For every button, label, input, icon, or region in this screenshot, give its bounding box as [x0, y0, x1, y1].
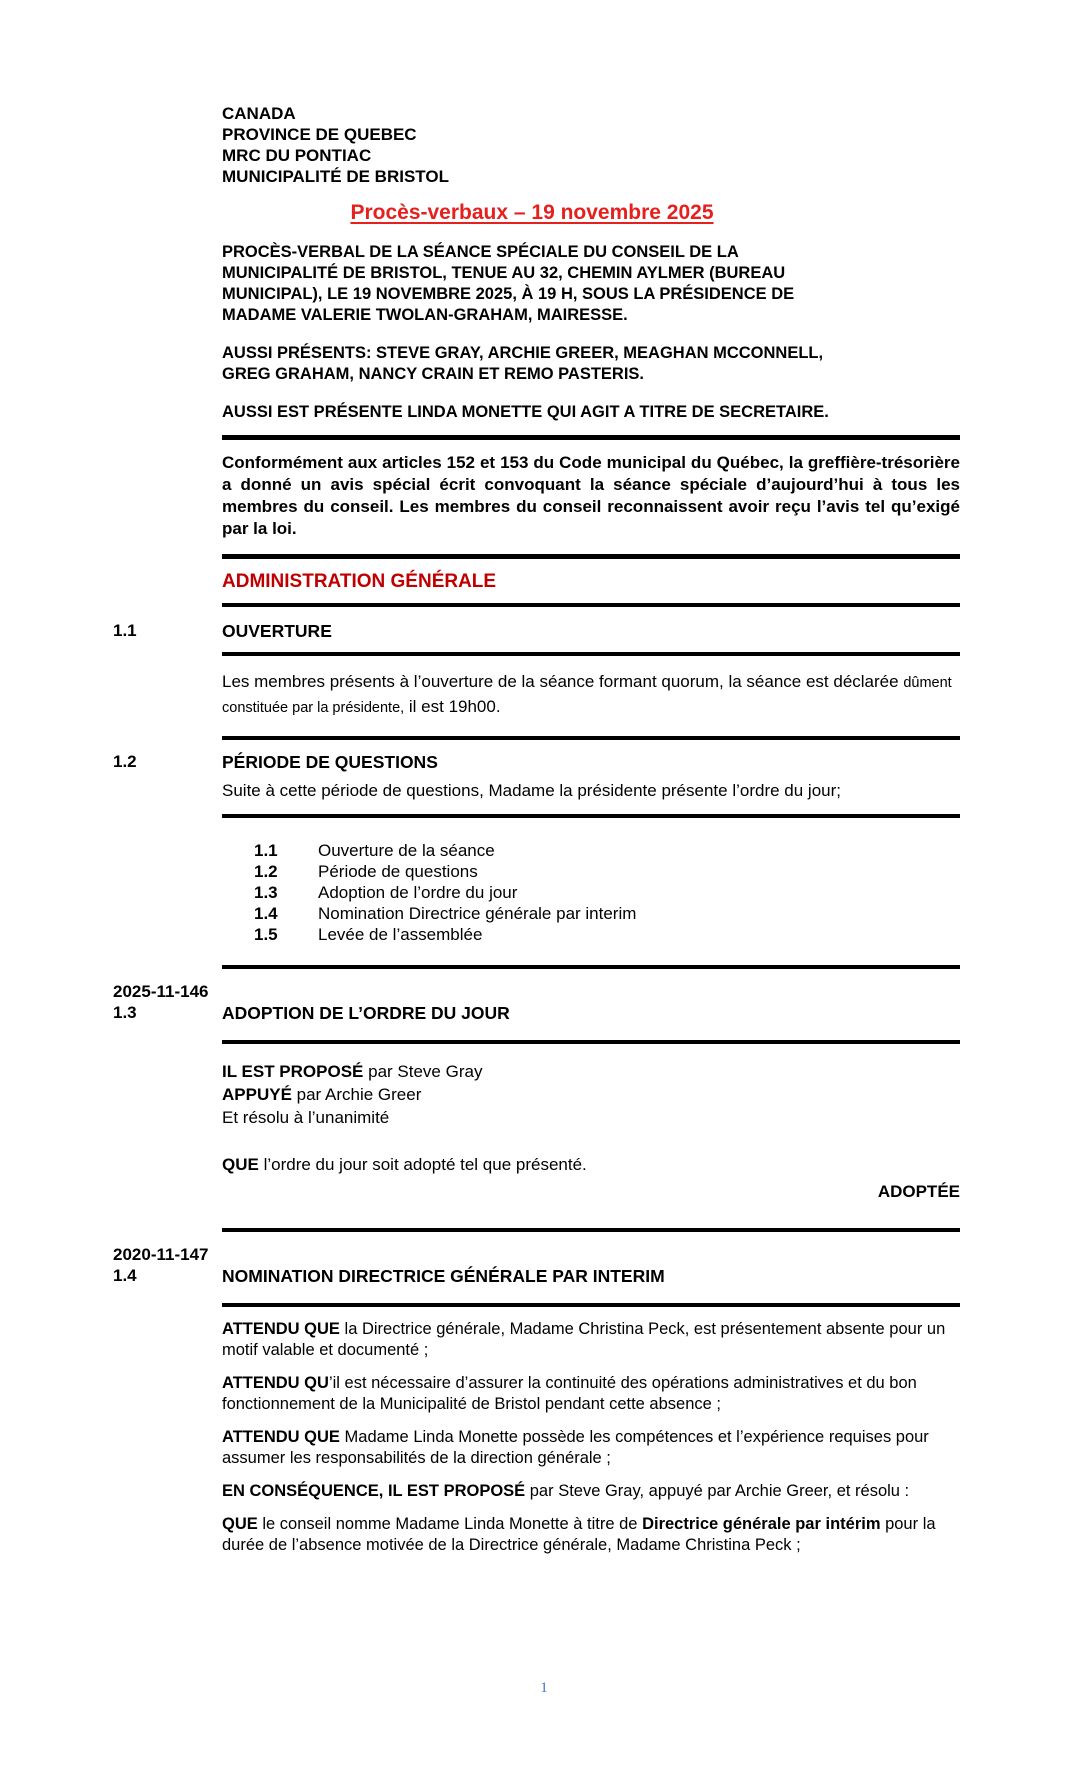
nomination-que-rest: pour la durée de l’absence motivée de la Directrice générale, Madame Christina Peck ;	[222, 1515, 936, 1554]
horizontal-rule	[222, 814, 960, 818]
whereas-rest: Madame Linda Monette possède les compétences et l’expérience requises pour assumer les responsabilités de la direction générale ;	[222, 1428, 929, 1467]
whereas-lead: ATTENDU QUE	[222, 1320, 340, 1338]
motion-que-lead: QUE	[222, 1155, 259, 1174]
motion-seconded-lead: APPUYÉ	[222, 1085, 292, 1104]
nomination-que-mid: le conseil nomme Madame Linda Monette à titre de	[257, 1515, 643, 1533]
agenda-item-number: 1.3	[254, 883, 278, 902]
whereas-rest: ’il est nécessaire d’assurer la continuité des opérations administratives et du bon fonctionnement de la Municipalité de Bristol pendant cette absence ;	[222, 1374, 917, 1413]
section-row-adoption	[113, 1003, 960, 1024]
ouverture-paragraph	[222, 670, 960, 720]
agenda-list	[254, 840, 960, 945]
ouverture-text-middle: dûment constituée par la présidente,	[222, 675, 952, 716]
adopted-label: ADOPTÉE	[877, 1182, 960, 1201]
section-row-nomination	[113, 1266, 960, 1287]
convocation-notice: Conformément aux articles 152 et 153 du Code municipal du Québec, la greffière-trésorière a donné un avis spécial écrit convoquant la séance spéciale d’aujourd’hui à tous les membres du conseil. Les membres du conseil reconnaissent avoir reçu l’avis tel qu’exigé par la loi.	[222, 453, 960, 538]
consequence-rest: par Steve Gray, appuyé par Archie Greer, et résolu :	[525, 1482, 910, 1500]
agenda-item	[254, 924, 960, 945]
section-row-questions	[113, 752, 960, 773]
consequence-paragraph	[222, 1481, 960, 1502]
document-title-wrap	[222, 201, 842, 225]
agenda-item	[254, 861, 960, 882]
intro-paragraph-session: PROCÈS-VERBAL DE LA SÉANCE SPÉCIALE DU CONSEIL DE LA MUNICIPALITÉ DE BRISTOL, TENUE AU 32, CHEMIN AYLMER (BUREAU MUNICIPAL), LE 19 NOVEMBRE 2025, À 19 H, SOUS LA PRÉSIDENCE DE MADAME VALERIE TWOLAN-GRAHAM, MAIRESSE.	[222, 243, 795, 324]
letterhead-line-municipality: MUNICIPALITÉ DE BRISTOL	[222, 167, 449, 186]
motion-lines	[222, 1060, 960, 1129]
consequence-lead: EN CONSÉQUENCE, IL EST PROPOSÉ	[222, 1482, 526, 1500]
agenda-item-label: Levée de l’assemblée	[318, 925, 483, 944]
whereas-lead: ATTENDU QU	[222, 1374, 329, 1392]
section-row-ouverture	[113, 621, 960, 642]
motion-proposed-line	[222, 1060, 960, 1083]
agenda-item	[254, 840, 960, 861]
resolution-number-2020-11-147: 2020-11-147	[113, 1245, 209, 1264]
section-number: 1.1	[113, 621, 137, 640]
ouverture-text-start: Les membres présents à l’ouverture de la séance formant quorum, la séance est déclarée	[222, 672, 904, 691]
intro-paragraph-present: AUSSI PRÉSENTS: STEVE GRAY, ARCHIE GREER, MEAGHAN MCCONNELL, GREG GRAHAM, NANCY CRAIN ET REMO PASTERIS.	[222, 344, 824, 383]
horizontal-rule	[222, 554, 960, 559]
section-heading-administration: ADMINISTRATION GÉNÉRALE	[222, 571, 497, 592]
whereas-rest: la Directrice générale, Madame Christina Peck, est présentement absente pour un motif valable et documenté ;	[222, 1320, 946, 1359]
horizontal-rule	[222, 603, 960, 607]
agenda-item-number: 1.2	[254, 862, 278, 881]
letterhead-line-canada: CANADA	[222, 104, 296, 123]
section-heading-nomination: NOMINATION DIRECTRICE GÉNÉRALE PAR INTERIM	[222, 1266, 665, 1286]
section-heading-questions: PÉRIODE DE QUESTIONS	[222, 752, 438, 772]
agenda-item-number: 1.4	[254, 904, 278, 923]
motion-seconded-line	[222, 1083, 960, 1106]
motion-proposed-lead: IL EST PROPOSÉ	[222, 1062, 364, 1081]
section-heading-ouverture: OUVERTURE	[222, 621, 332, 641]
horizontal-rule	[222, 435, 960, 440]
agenda-item-label: Nomination Directrice générale par interim	[318, 904, 637, 923]
agenda-item-label: Adoption de l’ordre du jour	[318, 883, 518, 902]
whereas-paragraph-2	[222, 1373, 960, 1415]
whereas-lead: ATTENDU QUE	[222, 1428, 340, 1446]
horizontal-rule	[222, 652, 960, 656]
agenda-item-label: Ouverture de la séance	[318, 841, 495, 860]
nomination-que-lead: QUE	[222, 1515, 258, 1533]
intro-paragraph-secretary: AUSSI EST PRÉSENTE LINDA MONETTE QUI AGIT A TITRE DE SECRETAIRE.	[222, 403, 829, 421]
nomination-que-bold-title: Directrice générale par intérim	[642, 1515, 881, 1533]
whereas-paragraph-1	[222, 1319, 960, 1361]
section-number: 1.3	[113, 1003, 137, 1022]
document-content	[113, 103, 960, 1556]
agenda-item-label: Période de questions	[318, 862, 478, 881]
section-heading-adoption: ADOPTION DE L’ORDRE DU JOUR	[222, 1003, 510, 1023]
horizontal-rule	[222, 1303, 960, 1307]
questions-paragraph: Suite à cette période de questions, Madame la présidente présente l’ordre du jour;	[222, 781, 841, 800]
horizontal-rule	[222, 736, 960, 740]
letterhead	[222, 103, 960, 187]
motion-que-rest: l’ordre du jour soit adopté tel que présenté.	[258, 1155, 587, 1174]
motion-resolved-line: Et résolu à l’unanimité	[222, 1108, 390, 1127]
horizontal-rule	[222, 965, 960, 969]
motion-seconded-rest: par Archie Greer	[291, 1085, 422, 1104]
document-title: Procès-verbaux – 19 novembre 2025	[350, 201, 714, 224]
page-number: 1	[540, 1680, 548, 1696]
ouverture-text-end: il est 19h00.	[404, 697, 501, 716]
section-number: 1.4	[113, 1266, 137, 1285]
resolution-number-2025-11-146: 2025-11-146	[113, 982, 209, 1001]
letterhead-line-mrc: MRC DU PONTIAC	[222, 146, 372, 165]
agenda-item-number: 1.1	[254, 841, 278, 860]
horizontal-rule	[222, 1040, 960, 1044]
motion-que-paragraph	[222, 1153, 960, 1176]
motion-proposed-rest: par Steve Gray	[363, 1062, 483, 1081]
whereas-paragraph-3	[222, 1427, 960, 1469]
agenda-item-number: 1.5	[254, 925, 278, 944]
horizontal-rule	[222, 1228, 960, 1232]
nomination-que-paragraph	[222, 1514, 960, 1556]
agenda-item	[254, 903, 960, 924]
section-number: 1.2	[113, 752, 137, 771]
letterhead-line-province: PROVINCE DE QUEBEC	[222, 125, 417, 144]
agenda-item	[254, 882, 960, 903]
